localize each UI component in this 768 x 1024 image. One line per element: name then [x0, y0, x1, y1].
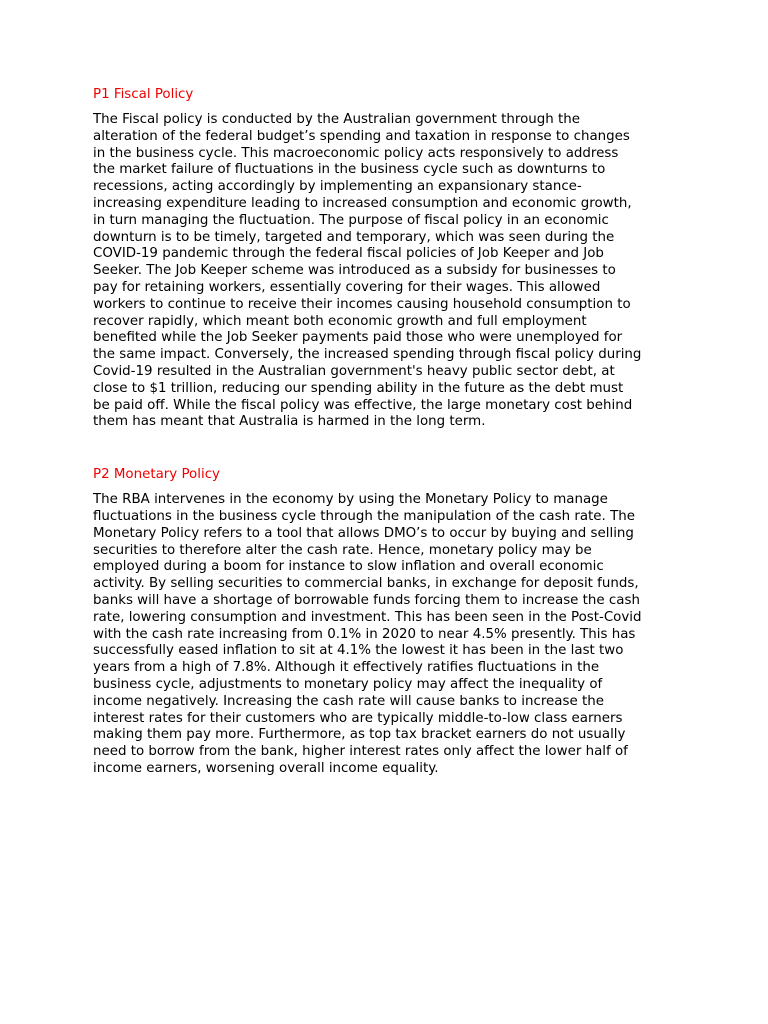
paragraph-line: downturn is to be timely, targeted and temporary, which was seen during the: [93, 229, 615, 245]
paragraph-line: income negatively. Increasing the cash rate will cause banks to increase the: [93, 693, 604, 709]
paragraph-line: close to $1 trillion, reducing our spending ability in the future as the debt must: [93, 380, 624, 396]
paragraph-line: benefited while the Job Seeker payments paid those who were unemployed for: [93, 330, 623, 346]
paragraph-line: income earners, worsening overall income equality.: [93, 760, 439, 776]
section-heading: P2 Monetary Policy: [93, 467, 220, 483]
paragraph-line: successfully eased inflation to sit at 4.1% the lowest it has been in the last two: [93, 643, 624, 659]
section-monetary-policy: [93, 466, 678, 778]
paragraph-line: in the business cycle. This macroeconomic policy acts responsively to address: [93, 145, 619, 161]
paragraph-line: employed during a boom for instance to slow inflation and overall economic: [93, 559, 604, 575]
paragraph-line: COVID-19 pandemic through the federal fiscal policies of Job Keeper and Job: [93, 246, 604, 262]
paragraph-line: fluctuations in the business cycle through the manipulation of the cash rate. The: [93, 508, 635, 524]
paragraph-line: workers to continue to receive their incomes causing household consumption to: [93, 296, 631, 312]
paragraph-line: recover rapidly, which meant both economic growth and full employment: [93, 313, 587, 329]
section-fiscal-policy: [93, 86, 678, 431]
paragraph-line: in turn managing the fluctuation. The purpose of fiscal policy in an economic: [93, 212, 609, 228]
document-page: [93, 86, 678, 778]
paragraph-line: recessions, acting accordingly by implementing an expansionary stance-: [93, 179, 582, 195]
paragraph-line: making them pay more. Furthermore, as top tax bracket earners do not usually: [93, 727, 626, 743]
section-heading: P1 Fiscal Policy: [93, 87, 194, 102]
paragraph-line: years from a high of 7.8%. Although it effectively ratifies fluctuations in the: [93, 660, 600, 676]
paragraph-line: the same impact. Conversely, the increased spending through fiscal policy during: [93, 347, 642, 363]
paragraph-line: securities to therefore alter the cash rate. Hence, monetary policy may be: [93, 542, 592, 558]
paragraph-line: them has meant that Australia is harmed in the long term.: [93, 414, 486, 430]
paragraph-line: The Fiscal policy is conducted by the Australian government through the: [93, 112, 581, 127]
paragraph-line: interest rates for their customers who are typically middle-to-low class earners: [93, 710, 623, 726]
paragraph-line: business cycle, adjustments to monetary policy may affect the inequality of: [93, 676, 603, 692]
paragraph-line: pay for retaining workers, essentially covering for their wages. This allowed: [93, 279, 601, 295]
paragraph-line: need to borrow from the bank, higher interest rates only affect the lower half of: [93, 744, 628, 760]
paragraph-line: increasing expenditure leading to increased consumption and economic growth,: [93, 195, 632, 211]
paragraph-line: Covid-19 resulted in the Australian government's heavy public sector debt, at: [93, 363, 615, 379]
paragraph-line: the market failure of fluctuations in the business cycle such as downturns to: [93, 162, 606, 178]
paragraph-line: Seeker. The Job Keeper scheme was introduced as a subsidy for businesses to: [93, 263, 616, 279]
section-paragraph: [93, 112, 678, 431]
paragraph-line: alteration of the federal budget’s spending and taxation in response to changes: [93, 128, 630, 144]
paragraph-line: The RBA intervenes in the economy by using the Monetary Policy to manage: [93, 492, 608, 508]
paragraph-line: be paid off. While the fiscal policy was effective, the large monetary cost behind: [93, 397, 633, 413]
paragraph-line: with the cash rate increasing from 0.1% in 2020 to near 4.5% presently. This has: [93, 626, 636, 642]
paragraph-line: activity. By selling securities to commercial banks, in exchange for deposit funds,: [93, 576, 639, 592]
paragraph-line: Monetary Policy refers to a tool that allows DMO’s to occur by buying and selling: [93, 525, 634, 541]
section-paragraph: [93, 492, 678, 778]
paragraph-line: rate, lowering consumption and investment. This has been seen in the Post-Covid: [93, 609, 642, 625]
paragraph-line: banks will have a shortage of borrowable funds forcing them to increase the cash: [93, 592, 640, 608]
